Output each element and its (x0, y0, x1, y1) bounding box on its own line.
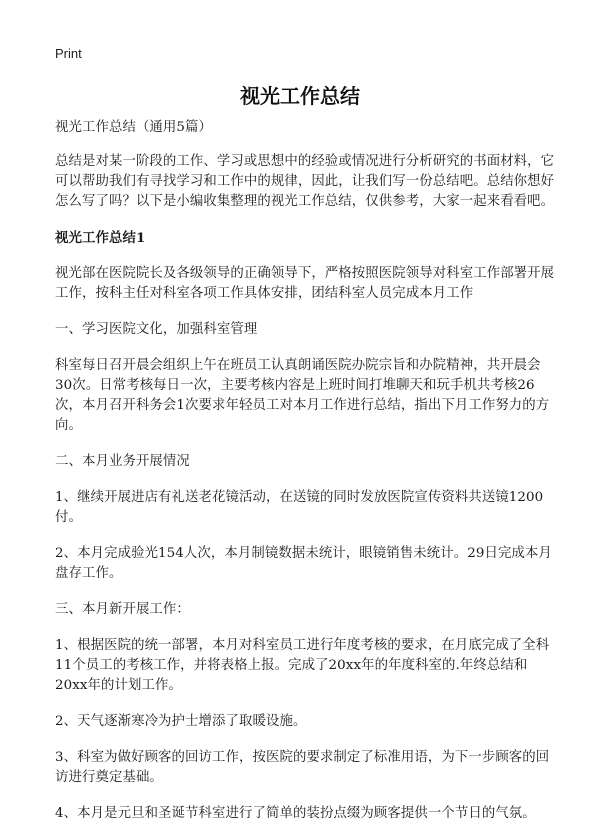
heading-culture-management: 一、学习医院文化，加强科室管理 (55, 322, 258, 337)
document-subtitle: 视光工作总结（通用5篇） (55, 120, 213, 135)
heading-business-status: 二、本月业务开展情况 (55, 454, 190, 469)
new-work-item-4: 4、本月是元旦和圣诞节科室进行了简单的装扮点缀为顾客提供一个节日的气氛。 (55, 806, 536, 821)
business-item-1: 1、继续开展进店有礼送老花镜活动，在送镜的同时发放医院宣传资料共送镜1200付。 (55, 490, 544, 525)
section-intro-paragraph: 视光部在医院院长及各级领导的正确领导下，严格按照医院领导对科室工作部署开展工作，按科主任对科室各项工作具体安排，团结科室人员完成本月工作 (55, 266, 555, 301)
document-title: 视光工作总结 (240, 84, 360, 108)
print-label: Print (55, 46, 82, 61)
section-title: 视光工作总结1 (55, 230, 146, 246)
business-item-2: 2、本月完成验光154人次，本月制镜数据未统计，眼镜销售未统计。29日完成本月盘存工作。 (55, 546, 552, 581)
culture-management-paragraph: 科室每日召开晨会组织上午在班员工认真朗诵医院办院宗旨和办院精神，共开晨会30次。日常考核每日一次，主要考核内容是上班时间打堆聊天和玩手机共考核26次，本月召开科务会1次要求年轻员工对本月工作进行总结，指出下月工作努力的方向。 (55, 358, 550, 433)
heading-new-work: 三、本月新开展工作： (55, 602, 190, 617)
new-work-item-2: 2、天气逐渐寒冷为护士增添了取暖设施。 (55, 714, 307, 729)
intro-paragraph: 总结是对某一阶段的工作、学习或思想中的经验或情况进行分析研究的书面材料，它可以帮助我们有寻找学习和工作中的规律，因此，让我们写一份总结吧。总结你想好怎么写了吗？以下是小编收集整理的视光工作总结，仅供参考，大家一起来看看吧。 (55, 154, 555, 209)
new-work-item-3: 3、科室为做好顾客的回访工作，按医院的要求制定了标准用语，为下一步顾客的回访进行奠定基础。 (55, 750, 550, 785)
document-body (55, 118, 555, 840)
new-work-item-1: 1、根据医院的统一部署，本月对科室员工进行年度考核的要求，在月底完成了全科11个员工的考核工作，并将表格上报。完成了20xx年的年度科室的.年终总结和20xx年的计划工作。 (55, 638, 550, 693)
